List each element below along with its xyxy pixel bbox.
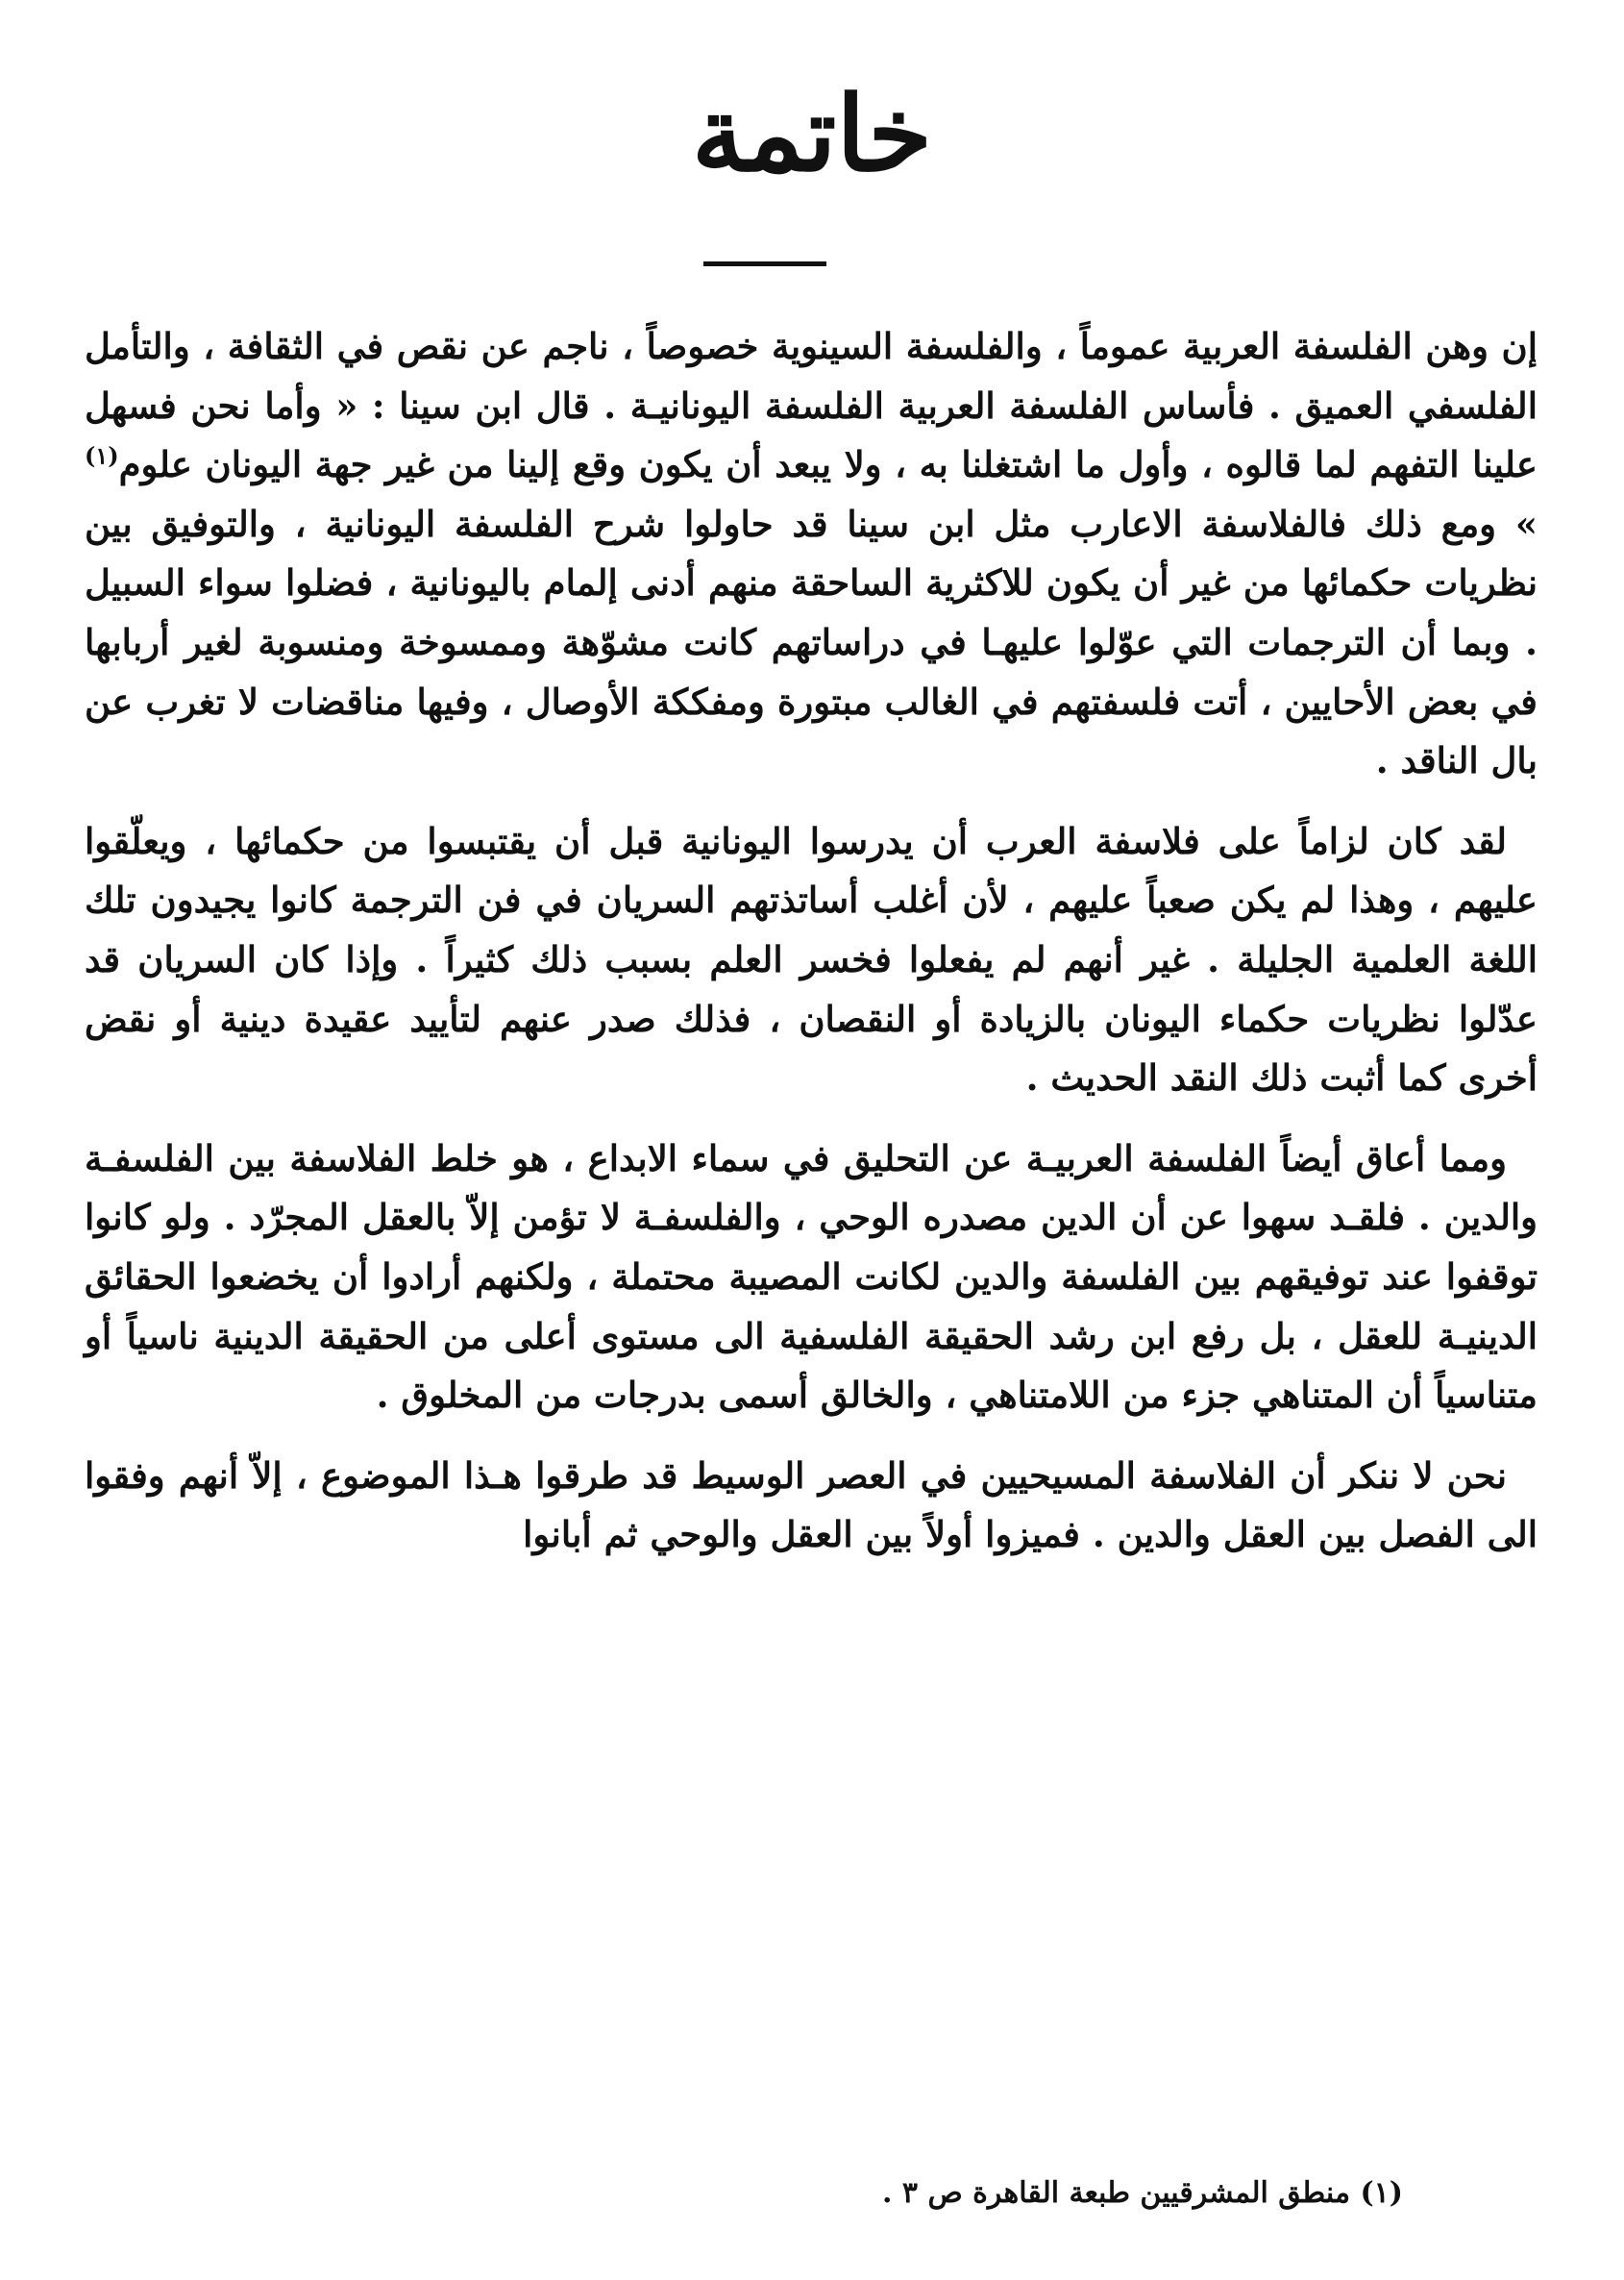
body-text [85,317,1538,1586]
footnote-reference: (١) [85,441,119,470]
title-divider [703,261,826,266]
paragraph-1-text-b: » ومع ذلك فالفلاسفة الاعارب مثل ابن سينا قد حاولوا شرح الفلسفة اليونانية ، والتوفيق بين نظريات حكمائها من غير أن يكون للاكثرية الساحقة منهم أدنى إلمام باليونانية ، فضلوا سواء السبيل . وبما أن الترجمات التي عوّلوا عليهـا في دراساتهم كانت مشوّهة وممسوخة ومنسوبة لغير أربابها في بعض الأحايين ، أتت فلسفتهم في الغالب مبتورة ومفككة الأوصال ، وفيها مناقضات لا تغرب عن بال الناقد . [85,502,1538,782]
paragraph-1-text-a: إن وهن الفلسفة العربية عموماً ، والفلسفة السينوية خصوصاً ، ناجم عن نقص في الثقافة ، والتأمل الفلسفي العميق . فأساس الفلسفة العربية الفلسفة اليونانيـة . قال ابن سينا : « وأما نحن فسهل علينا التفهم لما قالوه ، وأول ما اشتغلنا به ، ولا يبعد أن يكون وقع إلينا من غير جهة اليونان علوم [85,325,1538,486]
paragraph-4: نحن لا ننكر أن الفلاسفة المسيحيين في العصر الوسيط قد طرقوا هـذا الموضوع ، إلاّ أنهم وفقوا الى الفصل بين العقل والدين . فميزوا أولاً بين العقل والوحي ثم أبانوا [85,1453,1538,1556]
paragraph-3: ومما أعاق أيضاً الفلسفة العربيـة عن التحليق في سماء الابداع ، هو خلط الفلاسفة بين الفلسفـة والدين . فلقـد سهوا عن أن الدين مصدره الوحي ، والفلسفـة لا تؤمن إلاّ بالعقل المجرّد . ولو كانوا توقفوا عند توفيقهم بين الفلسفة والدين لكانت المصيبة محتملة ، ولكنهم أرادوا أن يخضعوا الحقائق الدينيـة للعقل ، بل رفع ابن رشد الحقيقة الفلسفية الى مستوى أعلى من الحقيقة الدينية ناسياً أو متناسياً أن المتناهي جزء من اللامتناهي ، والخالق أسمى بدرجات من المخلوق . [85,1136,1538,1417]
footnote: (١) منطق المشرقيين طبعة القاهرة ص ٣ . [881,2176,1403,2210]
page-title: خاتمة [691,74,933,195]
paragraph-2: لقد كان لزاماً على فلاسفة العرب أن يدرسوا اليونانية قبل أن يقتبسوا من حكمائها ، ويعلّقوا عليهم ، وهذا لم يكن صعباً عليهم ، لأن أغلب أساتذتهم السريان في فن الترجمة كانوا يجيدون تلك اللغة العلمية الجليلة . غير أنهم لم يفعلوا فخسر العلم بسبب ذلك كثيراً . وإذا كان السريان قد عدّلوا نظريات حكماء اليونان بالزيادة أو النقصان ، فذلك صدر عنهم لتأييد عقيدة دينية أو نقض أخرى كما أثبت ذلك النقد الحديث . [85,819,1538,1100]
paragraph-1 [85,317,1538,791]
